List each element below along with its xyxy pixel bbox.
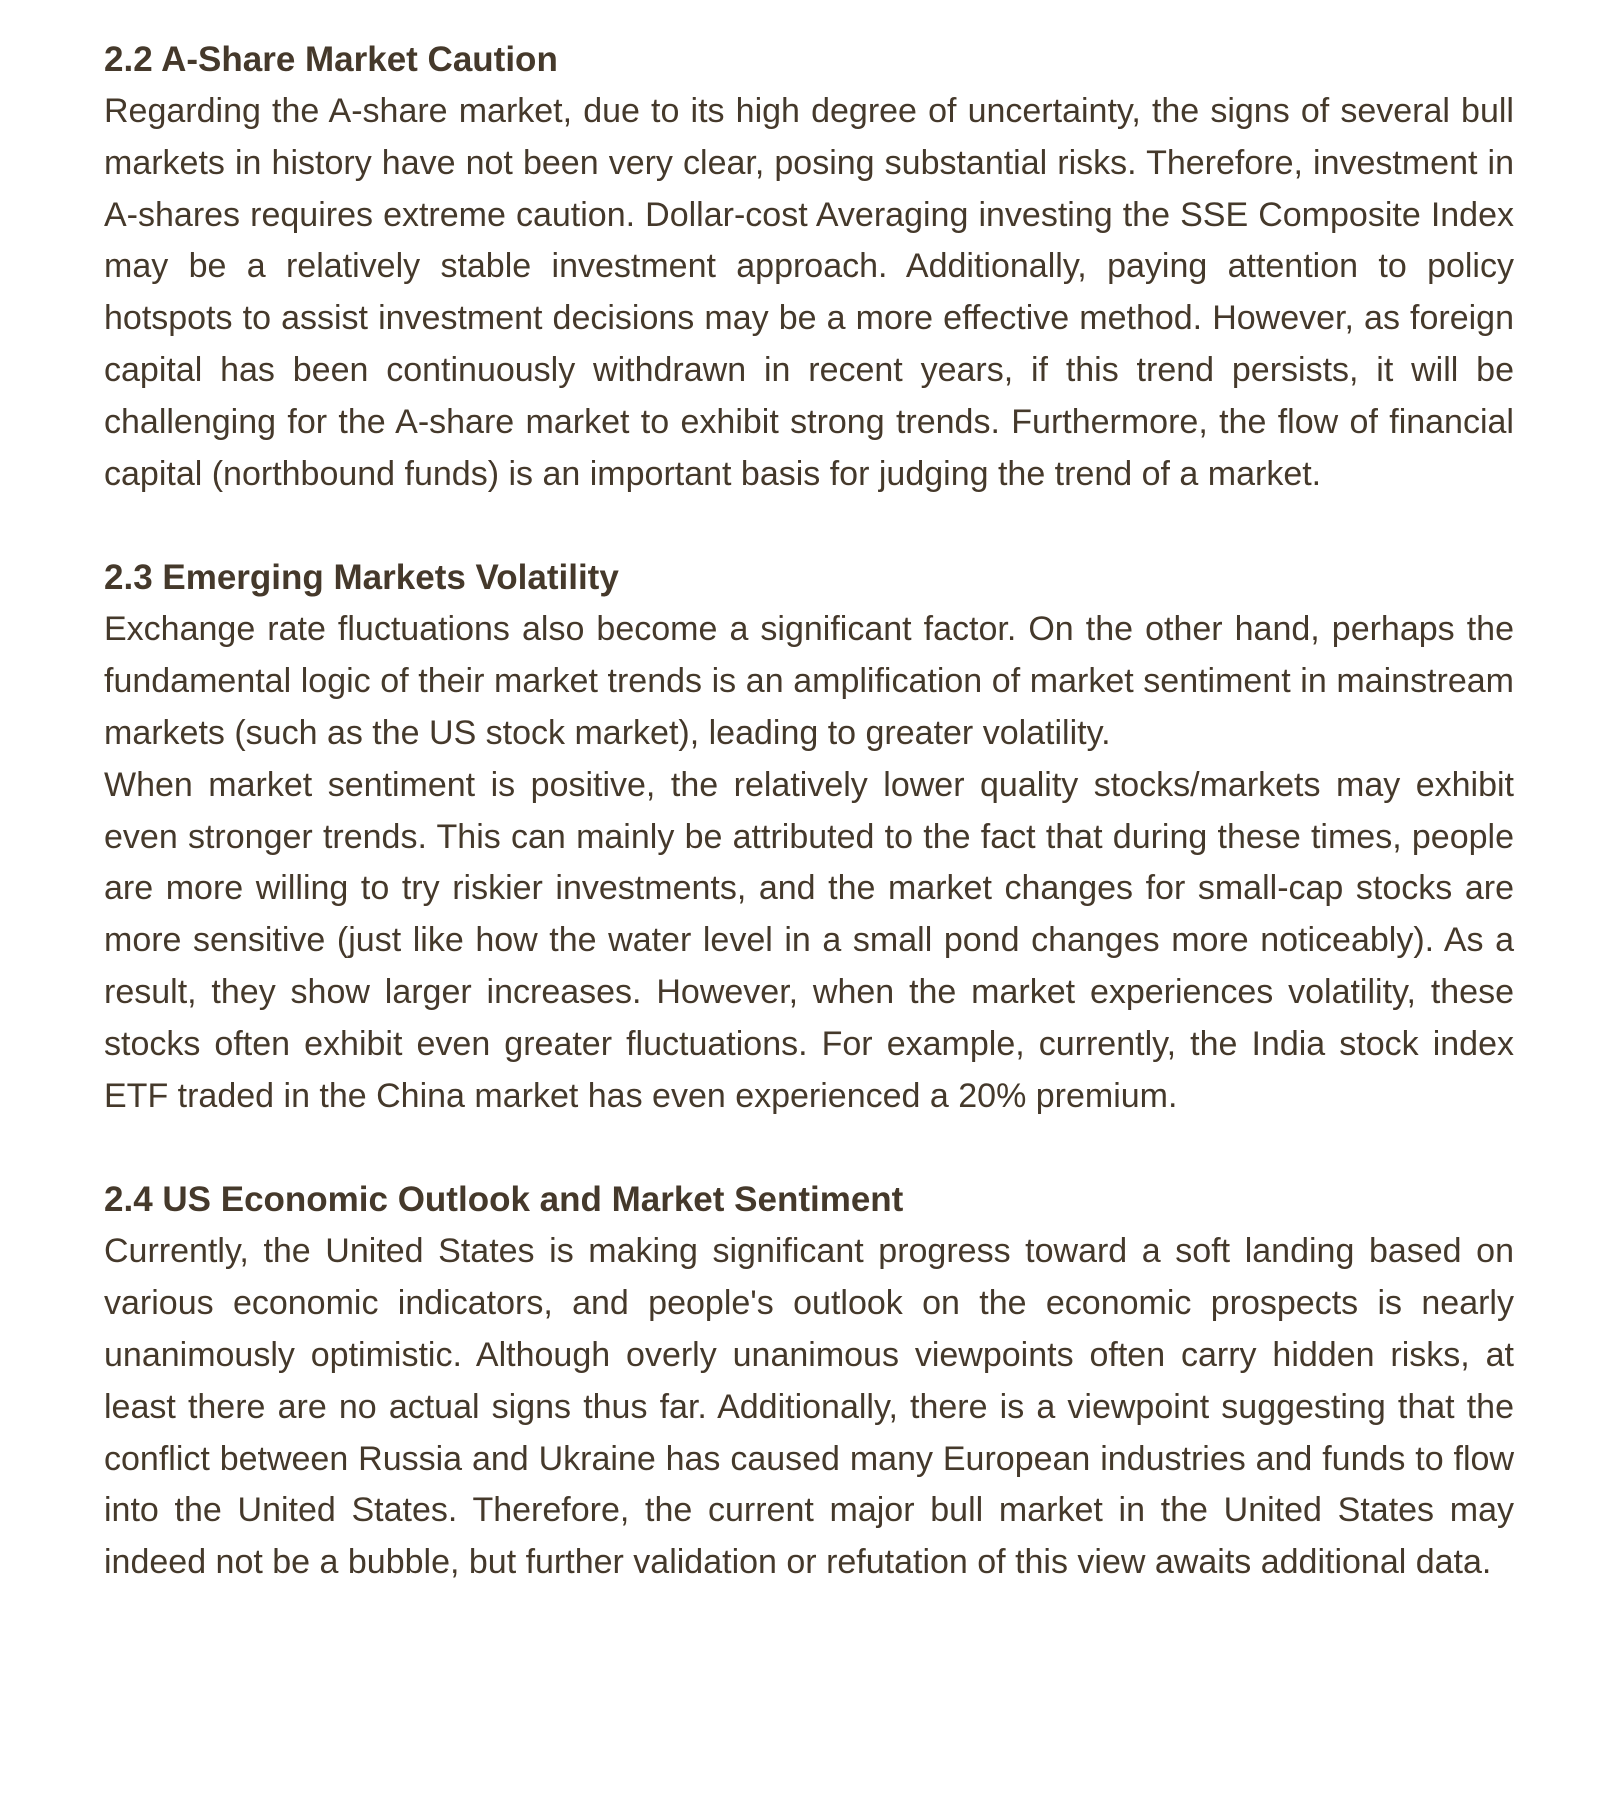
document-page	[104, 34, 1514, 1589]
section-us-economic-outlook	[104, 1174, 1514, 1589]
section-heading: 2.3 Emerging Markets Volatility	[104, 558, 619, 598]
section-emerging-markets-volatility	[104, 552, 1514, 1122]
section-paragraph: When market sentiment is positive, the relatively lower quality stocks/markets may exhibit even stronger trends. This can mainly be attributed to the fact that during these times, people are more willing to try riskier investments, and the market changes for small-cap stocks are more sensitive (just like how the water level in a small pond changes more noticeably). As a result, they show larger increases. However, when the market experiences volatility, these stocks often exhibit even greater fluctuations. For example, currently, the India stock index ETF traded in the China market has even experienced a 20% premium.	[104, 765, 1514, 1115]
section-heading: 2.4 US Economic Outlook and Market Sentiment	[104, 1180, 904, 1220]
section-paragraph: Regarding the A-share market, due to its high degree of uncertainty, the signs of several bull markets in history have not been very clear, posing substantial risks. Therefore, investment in A-shares requires extreme caution. Dollar-cost Averaging investing the SSE Composite Index may be a relatively stable investment approach. Additionally, paying attention to policy hotspots to assist investment decisions may be a more effective method. However, as foreign capital has been continuously withdrawn in recent years, if this trend persists, it will be challenging for the A-share market to exhibit strong trends. Furthermore, the flow of financial capital (northbound funds) is an important basis for judging the trend of a market.	[104, 92, 1514, 493]
section-paragraph: Exchange rate fluctuations also become a significant factor. On the other hand, perhaps the fundamental logic of their market trends is an amplification of market sentiment in mainstream markets (such as the US stock market), leading to greater volatility.	[104, 610, 1514, 752]
section-paragraph: Currently, the United States is making significant progress toward a soft landing based on various economic indicators, and people's outlook on the economic prospects is nearly unanimously optimistic. Although overly unanimous viewpoints often carry hidden risks, at least there are no actual signs thus far. Additionally, there is a viewpoint suggesting that the conflict between Russia and Ukraine has caused many European industries and funds to flow into the United States. Therefore, the current major bull market in the United States may indeed not be a bubble, but further validation or refutation of this view awaits additional data.	[104, 1232, 1514, 1582]
section-heading: 2.2 A-Share Market Caution	[104, 40, 558, 79]
section-a-share-market-caution	[104, 34, 1514, 500]
